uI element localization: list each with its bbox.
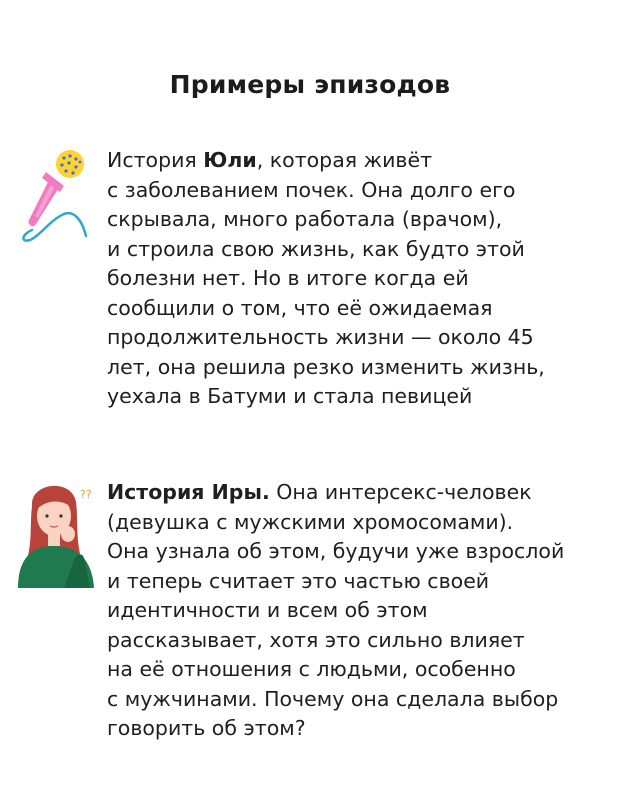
svg-text:??: ?? bbox=[80, 488, 92, 501]
story-line: с заболеванием почек. Она долго его bbox=[107, 177, 516, 202]
story-line: болезни нет. Но в итоге когда ей bbox=[107, 266, 469, 290]
story-heading: История Иры. bbox=[107, 480, 270, 504]
story-line: (девушка с мужскими хромосомами). bbox=[107, 509, 514, 534]
story-line: сообщили о том, что её ожидаемая bbox=[107, 295, 493, 320]
story-line: уехала в Батуми и стала певицей bbox=[107, 384, 473, 408]
story-line: идентичности и всем об этом bbox=[107, 598, 428, 622]
story-line: на её отношения с людьми, особенно bbox=[107, 657, 516, 681]
story-line: и теперь считает это частью своей bbox=[107, 568, 490, 593]
story-line: История Иры. Она интерсекс-человек bbox=[107, 480, 532, 504]
story-line: рассказывает, хотя это сильно влияет bbox=[107, 627, 525, 652]
story-line: и строила свою жизнь, как будто этой bbox=[107, 236, 525, 261]
story-line: с мужчинами. Почему она сделала выбор bbox=[107, 686, 559, 711]
story-yuli bbox=[107, 146, 627, 412]
story-name: Юли bbox=[203, 148, 257, 172]
page-title: Примеры эпизодов bbox=[169, 70, 451, 99]
story-line: Она узнала об этом, будучи уже взрослой bbox=[107, 539, 565, 563]
thinking-woman-icon bbox=[12, 476, 104, 588]
story-line: История Юли, которая живёт bbox=[107, 148, 433, 172]
story-line: говорить об этом? bbox=[107, 716, 306, 740]
story-line: лет, она решила резко изменить жизнь, bbox=[107, 354, 545, 379]
story-line: скрывала, много работала (врачом), bbox=[107, 207, 503, 231]
microphone-icon bbox=[14, 148, 106, 248]
story-ira bbox=[107, 478, 627, 744]
story-line: продолжительность жизни — около 45 bbox=[107, 325, 534, 349]
